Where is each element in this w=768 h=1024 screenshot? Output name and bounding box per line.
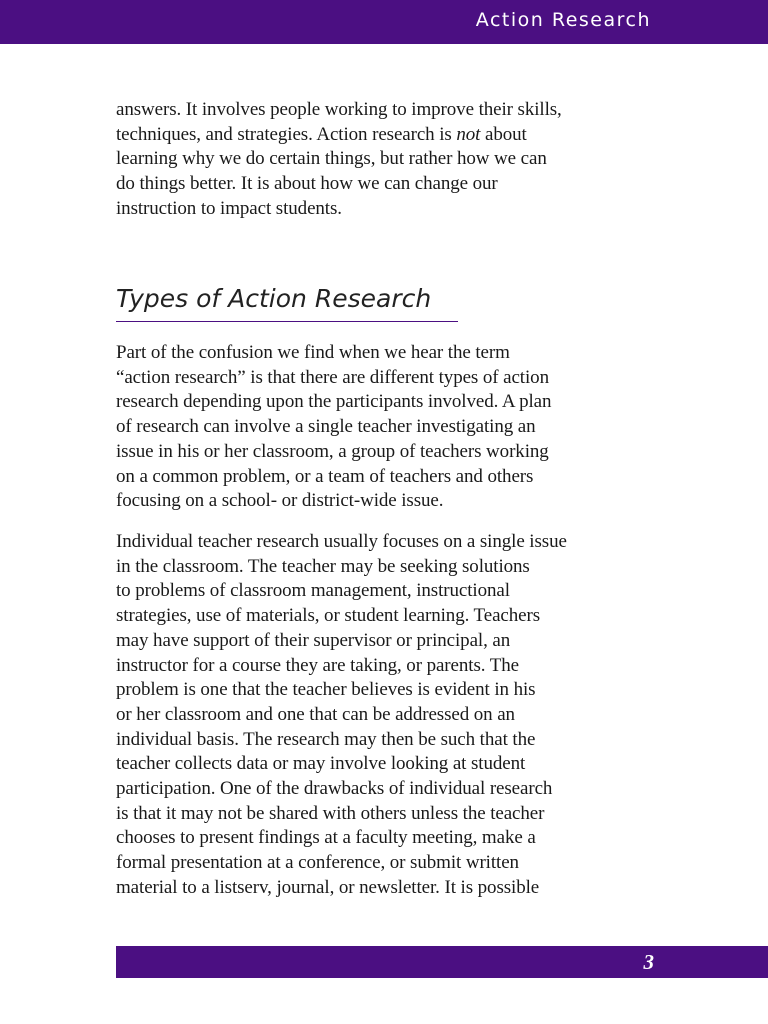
- text-line: participation. One of the drawbacks of individual research: [116, 778, 553, 800]
- emphasis-word: not: [456, 123, 481, 145]
- page-number: 3: [643, 950, 654, 974]
- text-line: focusing on a school- or district-wide issue.: [116, 490, 444, 512]
- text-line: “action research” is that there are different types of action: [116, 366, 549, 388]
- text-line: individual basis. The research may then be such that the: [116, 728, 536, 750]
- text-line: may have support of their supervisor or principal, an: [116, 629, 511, 651]
- individual-research-paragraph: [116, 530, 661, 901]
- text-line: do things better. It is about how we can change our: [116, 173, 498, 195]
- section-heading: Types of Action Research: [116, 284, 432, 313]
- text-line: material to a listserv, journal, or newsletter. It is possible: [116, 876, 540, 898]
- intro-paragraph: [116, 341, 661, 514]
- text-line: instructor for a course they are taking, or parents. The: [116, 654, 519, 676]
- footer-bar: [116, 946, 768, 978]
- text-line: issue in his or her classroom, a group of teachers working: [116, 440, 549, 462]
- text-line: or her classroom and one that can be addressed on an: [116, 703, 515, 725]
- text-line: teacher collects data or may involve looking at student: [116, 753, 526, 775]
- text-line: strategies, use of materials, or student learning. Teachers: [116, 605, 540, 627]
- text-line: chooses to present findings at a faculty meeting, make a: [116, 827, 536, 849]
- text-segment: about: [480, 123, 527, 145]
- text-line: of research can involve a single teacher investigating an: [116, 416, 536, 438]
- text-line: formal presentation at a conference, or submit written: [116, 852, 519, 874]
- text-line: in the classroom. The teacher may be seeking solutions: [116, 555, 530, 577]
- text-line: to problems of classroom management, instructional: [116, 580, 510, 602]
- text-line: answers. It involves people working to improve their skills,: [116, 99, 562, 120]
- header-bar: [0, 0, 768, 44]
- text-line: problem is one that the teacher believes is evident in his: [116, 679, 536, 701]
- text-segment: techniques, and strategies. Action research is: [116, 123, 457, 145]
- running-header-title: Action Research: [475, 9, 651, 31]
- text-line: instruction to impact students.: [116, 197, 342, 219]
- text-line: is that it may not be shared with others unless the teacher: [116, 802, 545, 824]
- text-line: on a common problem, or a team of teachers and others: [116, 465, 534, 487]
- text-line: Individual teacher research usually focuses on a single issue: [116, 531, 567, 552]
- text-line: Part of the confusion we find when we hear the term: [116, 342, 510, 363]
- heading-underline-rule: [116, 321, 458, 322]
- text-line: research depending upon the participants involved. A plan: [116, 391, 552, 413]
- text-line: learning why we do certain things, but rather how we can: [116, 148, 547, 170]
- opening-paragraph: [116, 98, 661, 222]
- text-line-with-emphasis: [116, 123, 661, 148]
